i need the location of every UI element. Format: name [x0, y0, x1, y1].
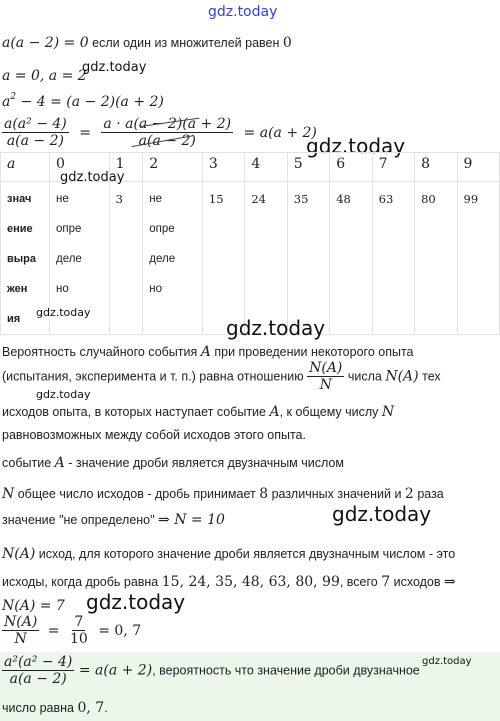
event-line-5: исходы, когда дробь равна 15, 24, 35, 48, 63, 80, 99, всего 7 исходов ⇒: [2, 574, 456, 590]
watermark-8: gdz.today: [86, 590, 186, 614]
row-label-part: жен: [7, 283, 28, 295]
event-line-1: событие A - значение дроби является двузначным числом: [2, 455, 344, 471]
fraction-expanded-num: a · a(a − 2)(a + 2): [103, 116, 232, 132]
table-col-2: 2: [143, 153, 203, 182]
factor-exponent: 2: [10, 92, 17, 102]
definition-line-1: Вероятность случайного события A при проведении некоторого опыта: [2, 344, 414, 360]
cell-value-6: 48: [330, 182, 372, 335]
fraction-expanded-den: a(a − 2): [138, 133, 196, 149]
simplification-line: [2, 116, 317, 149]
row-label-part: ение: [7, 223, 33, 235]
table-header-label: a: [1, 153, 50, 182]
definition-line-3: исходов опыта, в которых наступает событие A, к общему числу N: [2, 404, 395, 420]
event-line-4: N(A) исход, для которого значение дроби является двузначным числом - это: [2, 546, 456, 562]
cell-value-1: 3: [109, 182, 143, 335]
watermark-3: gdz.today: [60, 170, 125, 185]
watermark-4: gdz.today: [36, 306, 91, 319]
answer-line-2: число равна 0, 7.: [2, 700, 108, 716]
watermark-6: gdz.today: [36, 388, 91, 401]
watermark-9: gdz.today: [422, 656, 472, 667]
factor-a: a: [2, 94, 11, 110]
equation-1-zero: 0: [282, 35, 292, 51]
table-col-7: 7: [372, 153, 414, 182]
row-label-part: знач: [7, 193, 32, 205]
event-line-3: значение "не определено" ⇒ N = 10: [2, 512, 225, 528]
table-col-0: 0: [50, 153, 110, 182]
cell-undefined-0: не опре деле но: [50, 182, 110, 335]
equals-sign: =: [79, 124, 91, 141]
equation-1-math: a(a − 2) = 0: [2, 35, 89, 51]
watermark-5: gdz.today: [226, 316, 326, 340]
factorization-line: [2, 94, 164, 110]
row-label-part: ия: [7, 313, 21, 325]
probability-fraction: $\frac{N(A)}{N}$: [309, 360, 343, 393]
simplification-result: = a(a + 2): [243, 124, 317, 141]
factor-rest: − 4 = (a − 2)(a + 2): [16, 94, 164, 110]
fraction-original-num: a(a² − 4): [4, 116, 67, 132]
equation-line-1: [2, 34, 292, 52]
cell-undefined-2: не опре деле но: [143, 182, 203, 335]
table-col-5: 5: [287, 153, 329, 182]
row-label-part: выра: [7, 253, 36, 265]
answer-fraction: $\frac{\text{a²(a² − 4)}}{a(a - 2)}$: [4, 654, 73, 687]
definition-line-4: равновозможных между собой исходов этого опыта.: [2, 428, 306, 442]
cell-value-5: 35: [287, 182, 329, 335]
watermark-1: gdz.today: [82, 60, 147, 75]
fraction-expanded: [101, 116, 233, 149]
table-col-8: 8: [415, 153, 457, 182]
cell-value-9: 99: [457, 182, 499, 335]
table-col-6: 6: [330, 153, 372, 182]
fraction-original-den: a(a − 2): [6, 133, 64, 149]
roots-line: a = 0, a = 2: [2, 68, 87, 84]
definition-line-2: (испытания, эксперимента и т. п.) равна отношению $\frac{N(A)}{N}$ числа N(A) тех: [2, 360, 441, 393]
event-line-2: N общее число исходов - дробь принимает 8 различных значений и 2 раза: [2, 486, 444, 502]
cell-value-3: 15: [202, 182, 244, 335]
cell-value-4: 24: [245, 182, 287, 335]
table-col-1: 1: [109, 153, 143, 182]
cell-value-8: 80: [415, 182, 457, 335]
table-col-4: 4: [245, 153, 287, 182]
answer-line-1: $\frac{\text{a²(a² − 4)}}{a(a - 2)}$ = a(a + 2), вероятность что значение дроби двузначное: [4, 654, 420, 687]
watermark-7: gdz.today: [332, 502, 432, 526]
table-col-9: 9: [457, 153, 499, 182]
table-col-3: 3: [202, 153, 244, 182]
cell-value-7: 63: [372, 182, 414, 335]
watermark-top: gdz.today: [208, 4, 278, 20]
probability-result-line: $\frac{N(A)}{N}$ = $\frac{7}{10}$ = 0, 7: [4, 614, 142, 647]
equation-1-text: если один из множителей равен: [88, 36, 283, 50]
watermark-2: gdz.today: [306, 134, 406, 158]
fraction-original: [2, 116, 69, 149]
event-count-line: N(A) = 7: [2, 598, 65, 614]
